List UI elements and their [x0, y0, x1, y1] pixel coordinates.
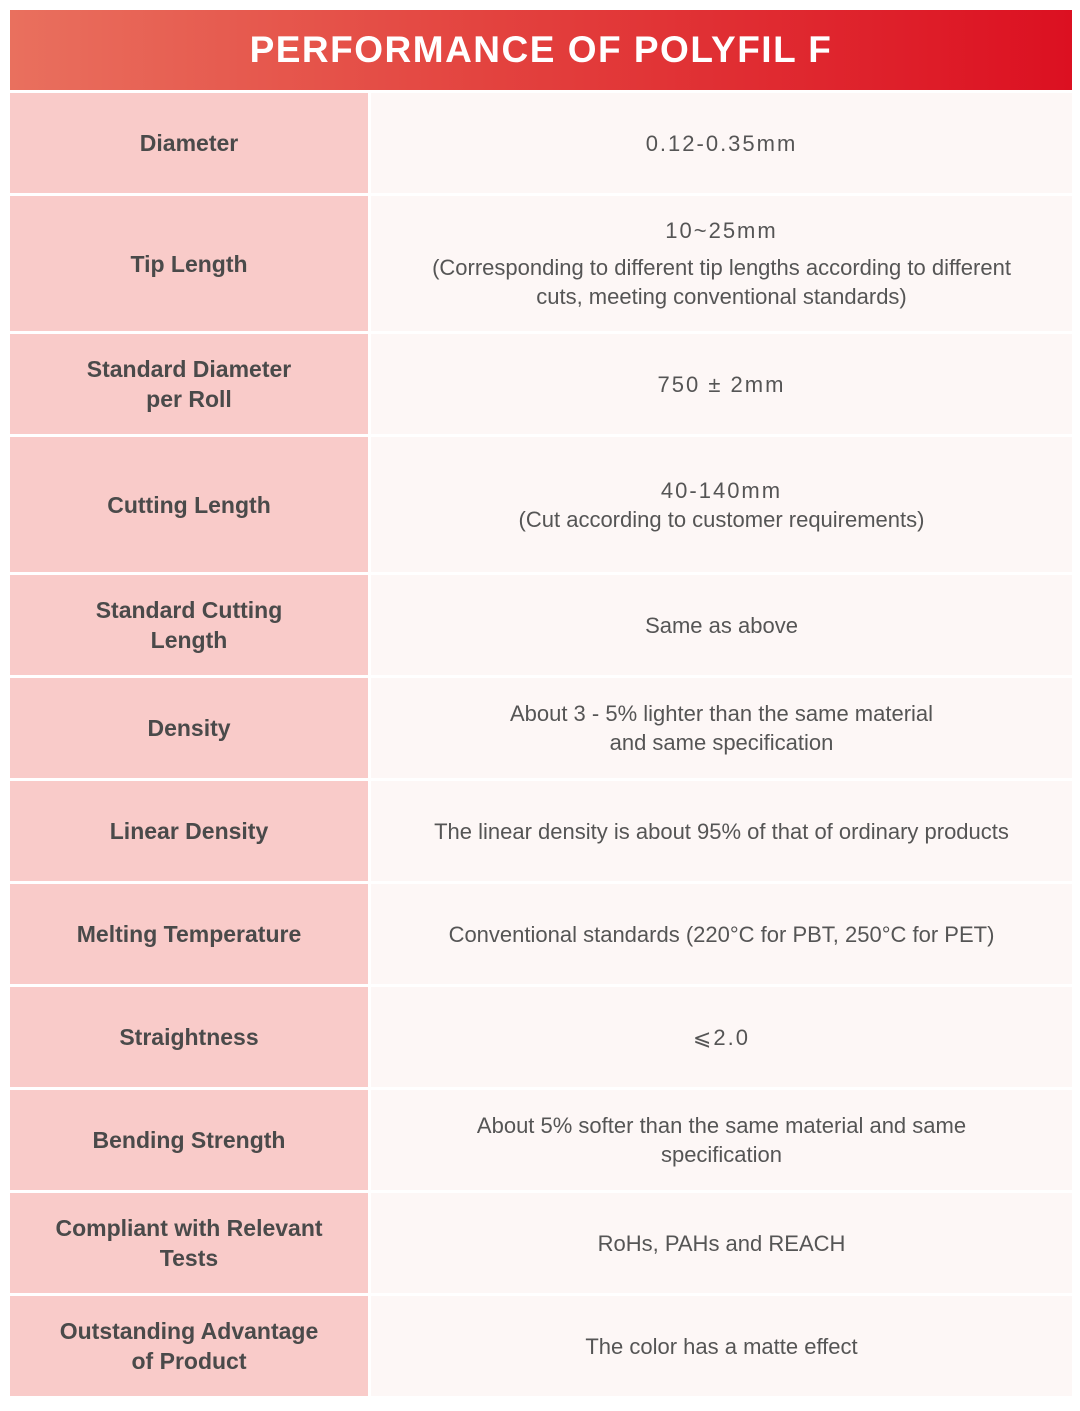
label-line: per Roll	[146, 386, 232, 412]
table-row-tip-length	[10, 196, 1072, 331]
table-row-diameter	[10, 93, 1072, 193]
row-value	[371, 781, 1072, 881]
row-value	[371, 1296, 1072, 1396]
value-line: 40-140mm	[660, 477, 783, 503]
value-line: About 3 - 5% lighter than the same material	[509, 701, 934, 726]
row-label: Bending Strength	[10, 1090, 368, 1190]
label-line: Outstanding Advantage	[59, 1318, 319, 1344]
value-line: RoHs, PAHs and REACH	[597, 1230, 846, 1256]
row-value	[371, 1193, 1072, 1293]
label-line: Standard Diameter	[86, 356, 292, 382]
row-label	[10, 1193, 368, 1293]
table-body	[10, 93, 1072, 1396]
table-row-linear-density	[10, 781, 1072, 881]
table-row-bending-strength	[10, 1090, 1072, 1190]
value-line: The color has a matte effect	[585, 1333, 858, 1359]
value-line: About 5% softer than the same material and same	[476, 1113, 967, 1138]
table-row-cutting-length	[10, 437, 1072, 572]
table-row-standard-diameter	[10, 334, 1072, 434]
row-label: Tip Length	[10, 196, 368, 331]
value-line: 10~25mm	[665, 218, 778, 243]
performance-table	[10, 10, 1072, 1403]
value-line: Conventional standards (220°C for PBT, 250°C for PET)	[448, 921, 995, 947]
value-line: Same as above	[645, 612, 798, 638]
value-line: and same specification	[609, 730, 834, 755]
row-value	[371, 93, 1072, 193]
value-line: The linear density is about 95% of that of ordinary products	[434, 818, 1009, 844]
row-label: Diameter	[10, 93, 368, 193]
value-line: specification	[660, 1142, 783, 1167]
table-row-outstanding-advantage	[10, 1296, 1072, 1396]
table-row-compliance	[10, 1193, 1072, 1293]
row-label: Cutting Length	[10, 437, 368, 572]
row-label	[10, 575, 368, 675]
row-label: Straightness	[10, 987, 368, 1087]
value-line: (Cut according to customer requirements)	[518, 506, 925, 532]
label-line: Tests	[159, 1245, 219, 1271]
table-row-straightness	[10, 987, 1072, 1087]
table-row-standard-cutting-length	[10, 575, 1072, 675]
table-row-melting-temperature	[10, 884, 1072, 984]
row-label: Melting Temperature	[10, 884, 368, 984]
label-line: Length	[150, 627, 228, 653]
row-label: Linear Density	[10, 781, 368, 881]
row-label	[10, 1296, 368, 1396]
label-line: Standard Cutting	[95, 597, 283, 623]
table-row-density	[10, 678, 1072, 778]
label-line: Compliant with Relevant	[55, 1215, 323, 1241]
row-value	[371, 575, 1072, 675]
value-line: 0.12-0.35mm	[645, 130, 798, 156]
row-value	[371, 334, 1072, 434]
value-line: ⩽2.0	[692, 1024, 751, 1050]
row-value	[371, 884, 1072, 984]
row-value	[371, 437, 1072, 572]
row-label: Density	[10, 678, 368, 778]
row-label	[10, 334, 368, 434]
table-title: PERFORMANCE OF POLYFIL F	[10, 10, 1072, 90]
row-value	[371, 1090, 1072, 1190]
row-value	[371, 987, 1072, 1087]
value-line: cuts, meeting conventional standards)	[536, 284, 907, 309]
row-value	[371, 196, 1072, 331]
label-line: of Product	[131, 1348, 247, 1374]
row-value	[371, 678, 1072, 778]
value-line: 750 ± 2mm	[657, 371, 786, 397]
value-line: (Corresponding to different tip lengths according to different	[432, 255, 1011, 280]
